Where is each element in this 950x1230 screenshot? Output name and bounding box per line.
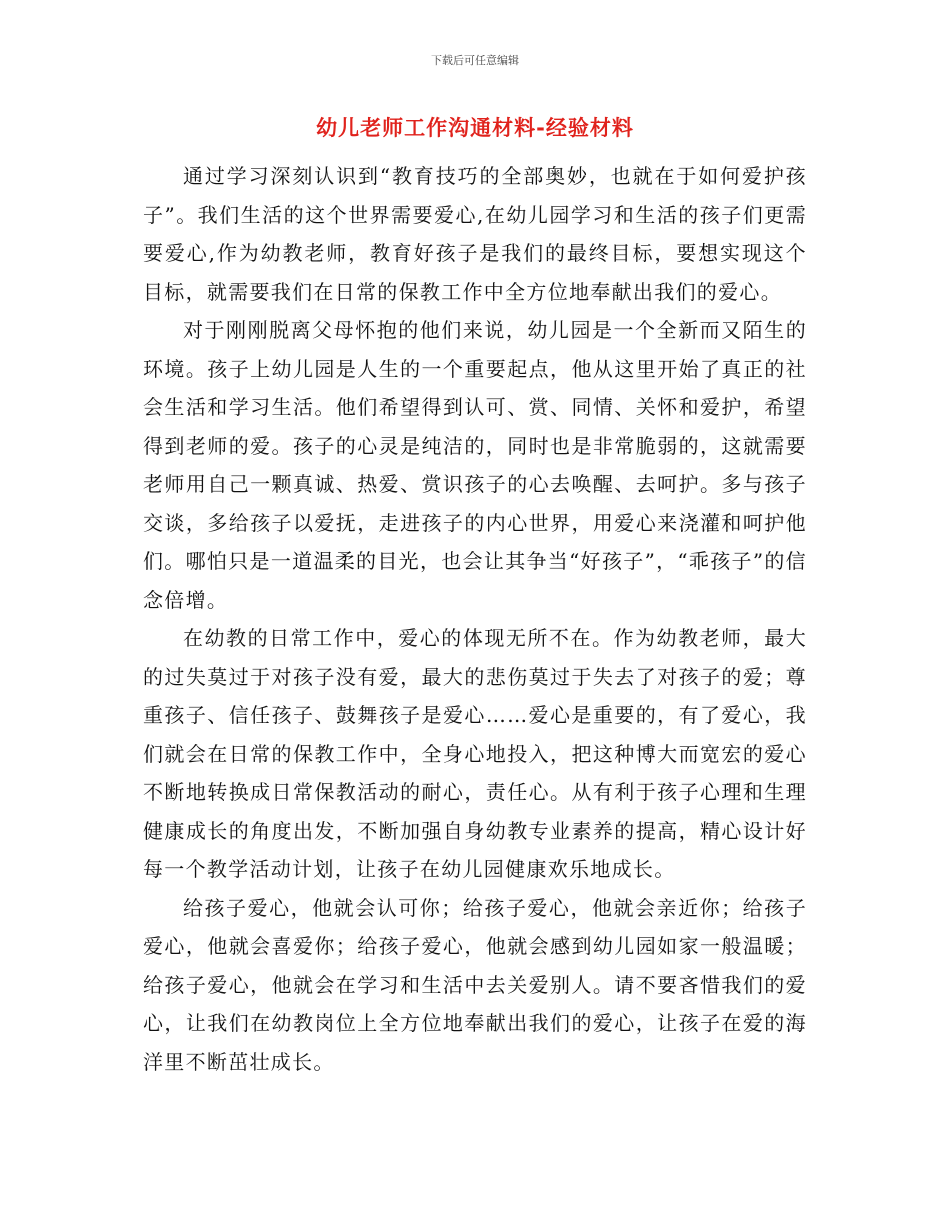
document-body [143, 157, 807, 1081]
document-title: 幼儿老师工作沟通材料-经验材料 [316, 116, 634, 140]
paragraph-3: 在幼教的日常工作中，爱心的体现无所不在。作为幼教老师，最大的过失莫过于对孩子没有爱，最大的悲伤莫过于失去了对孩子的爱；尊重孩子、信任孩子、鼓舞孩子是爱心……爱心是重要的，有了爱心，我们就会在日常的保教工作中，全身心地投入，把这种博大而宽宏的爱心不断地转换成日常保教活动的耐心，责任心。从有利于孩子心理和生理健康成长的角度出发，不断加强自身幼教专业素养的提高，精心设计好每一个教学活动计划，让孩子在幼儿园健康欢乐地成长。 [143, 626, 807, 881]
paragraph-4: 给孩子爱心，他就会认可你；给孩子爱心，他就会亲近你；给孩子爱心，他就会喜爱你；给孩子爱心，他就会感到幼儿园如家一般温暖；给孩子爱心，他就会在学习和生活中去关爱别人。请不要吝惜我们的爱心，让我们在幼教岗位上全方位地奉献出我们的爱心，让孩子在爱的海洋里不断茁壮成长。 [143, 895, 807, 1074]
page-header-note: 下载后可任意编辑 [431, 54, 519, 67]
paragraph-2: 对于刚刚脱离父母怀抱的他们来说，幼儿园是一个全新而又陌生的环境。孩子上幼儿园是人生的一个重要起点，他从这里开始了真正的社会生活和学习生活。他们希望得到认可、赏、同情、关怀和爱护，希望得到老师的爱。孩子的心灵是纯洁的，同时也是非常脆弱的，这就需要老师用自己一颗真诚、热爱、赏识孩子的心去唤醒、去呵护。多与孩子交谈，多给孩子以爱抚，走进孩子的内心世界，用爱心来浇灌和呵护他们。哪怕只是一道温柔的目光，也会让其争当“好孩子”，“乖孩子”的信念倍增。 [143, 318, 807, 612]
paragraph-1: 通过学习深刻认识到“教育技巧的全部奥妙，也就在于如何爱护孩子”。我们生活的这个世界需要爱心,在幼儿园学习和生活的孩子们更需要爱心,作为幼教老师，教育好孩子是我们的最终目标，要想实现这个目标，就需要我们在日常的保教工作中全方位地奉献出我们的爱心。 [143, 164, 807, 304]
